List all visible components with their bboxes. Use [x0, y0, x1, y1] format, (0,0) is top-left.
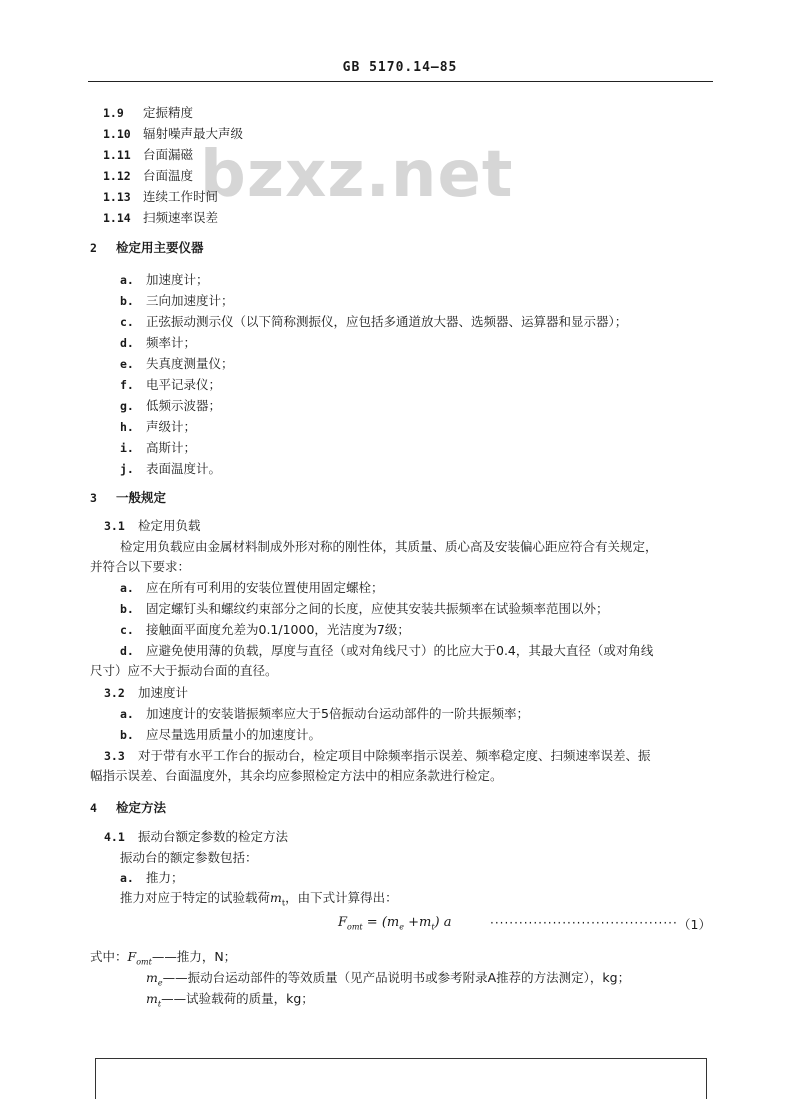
list-item: g. 低频示波器； — [120, 398, 222, 413]
list-item: e. 失真度测量仪； — [120, 356, 234, 371]
list-item: 1.13 连续工作时间 — [103, 189, 219, 204]
list-item: a. 加速度计的安装谐振频率应大于5倍振动台运动部件的一阶共振频率； — [120, 706, 529, 721]
section-heading: 4 检定方法 — [90, 800, 167, 815]
list-item: b. 应尽量选用质量小的加速度计。 — [120, 727, 322, 742]
paragraph-line: 推力对应于特定的试验载荷$m_t$，由下式计算得出： — [120, 890, 398, 908]
definition-line: $m_t——$试验载荷的质量，kg； — [146, 991, 314, 1009]
list-item: c. 正弦振动测示仪（以下简称测振仪，应包括多通道放大器、选频器、运算器和显示器）； — [120, 314, 628, 329]
list-item: i. 高斯计； — [120, 440, 197, 455]
list-item: d. 频率计； — [120, 335, 197, 350]
list-item: b. 固定螺钉头和螺纹约束部分之间的长度，应使其安装共振频率在试验频率范围以外； — [120, 601, 609, 616]
list-item: j. 表面温度计。 — [120, 461, 222, 476]
list-item: 1.12 台面温度 — [103, 168, 194, 183]
list-item: 1.11 台面漏磁 — [103, 147, 194, 162]
subsection-heading: 3.1 检定用负载 — [104, 518, 201, 533]
paragraph-line: 并符合以下要求： — [90, 559, 191, 574]
list-item: f. 电平记录仪； — [120, 377, 222, 392]
list-item: a. 加速度计； — [120, 272, 209, 287]
list-item: a. 应在所有可利用的安装位置使用固定螺栓； — [120, 580, 384, 595]
list-item: 1.10 辐射噪声最大声级 — [103, 126, 244, 141]
equation: $F_{omt} = (m_e +m_t)$ a — [338, 915, 452, 932]
paragraph-line: 检定用负载应由金属材料制成外形对称的刚性体，其质量、质心高及安装偏心距应符合有关规定， — [120, 539, 658, 554]
subsection-paragraph: 3.3 对于带有水平工作台的振动台，检定项目中除频率指示误差、频率稳定度、扫频速率误差、振 — [104, 748, 651, 763]
watermark: bzxz.net — [200, 138, 514, 212]
list-item: d. 应避免使用薄的负载，厚度与直径（或对角线尺寸）的比应大于0.4，其最大直径（或对角线 — [120, 643, 654, 658]
list-item: a. 推力； — [120, 870, 184, 885]
paragraph-line: 振动台的额定参数包括： — [120, 850, 258, 865]
section-heading: 3 一般规定 — [90, 490, 167, 505]
header-rule — [88, 81, 713, 82]
footer-frame — [95, 1058, 707, 1099]
section-heading: 2 检定用主要仪器 — [90, 240, 204, 255]
list-item: h. 声级计； — [120, 419, 197, 434]
equation-leader: ······································· — [490, 916, 678, 930]
equation-number: （1） — [678, 917, 711, 932]
definition-line: $m_e——$振动台运动部件的等效质量（见产品说明书或参考附录A推荐的方法测定），kg； — [146, 970, 631, 988]
paragraph-line: 幅指示误差、台面温度外，其余均应参照检定方法中的相应条款进行检定。 — [90, 768, 503, 783]
paragraph-line: 尺寸）应不大于振动台面的直径。 — [90, 663, 278, 678]
standard-header: GB 5170.14—85 — [342, 60, 458, 75]
definition-line: 式中：$F_{omt}——$推力，N； — [90, 949, 237, 967]
subsection-heading: 4.1 振动台额定参数的检定方法 — [104, 829, 289, 844]
list-item: 1.9 定振精度 — [103, 105, 194, 120]
subsection-heading: 3.2 加速度计 — [104, 685, 189, 700]
list-item: c. 接触面平面度允差为0.1/1000，光洁度为7级； — [120, 622, 410, 637]
list-item: 1.14 扫频速率误差 — [103, 210, 219, 225]
list-item: b. 三向加速度计； — [120, 293, 234, 308]
